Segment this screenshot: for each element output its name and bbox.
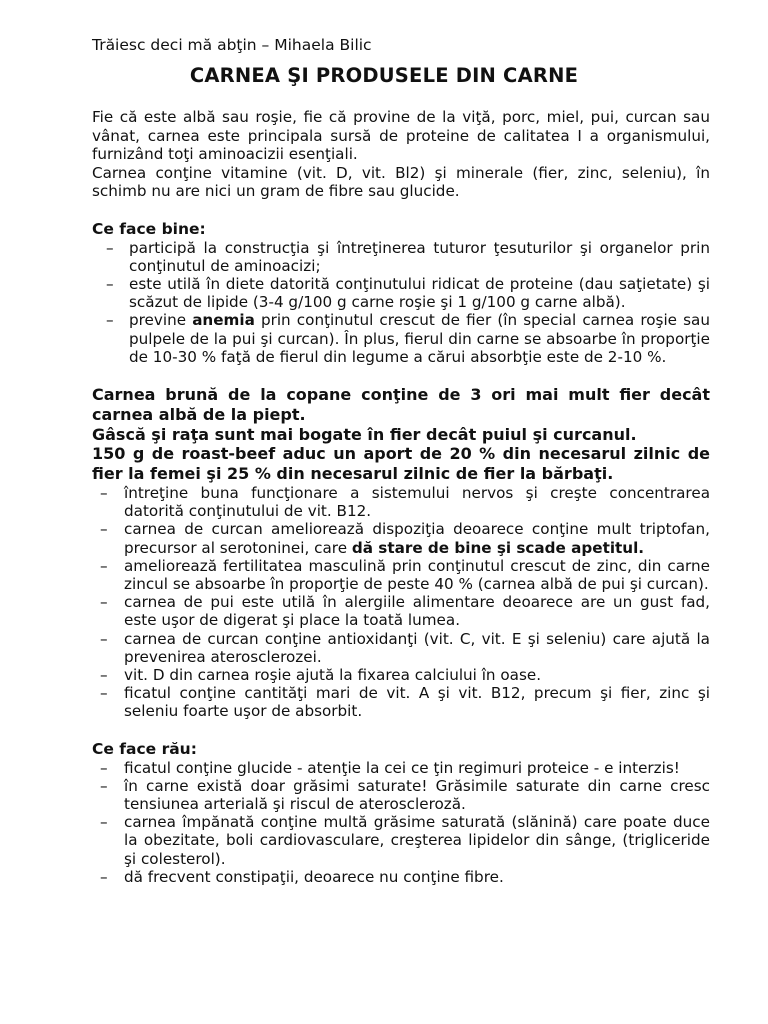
list-item: – ameliorează fertilitatea masculină prin conţinutul crescut de zinc, din carne zincul se absoarbe în proporţie de peste 40 % (carnea albă de pui şi curcan). — [92, 557, 710, 593]
list-item: – în carne există doar grăsimi saturate! Grăsimile saturate din carne cresc tensiunea arterială şi riscul de ateroscleroză. — [92, 777, 710, 813]
list-item: – ficatul conţine cantităţi mari de vit. A şi vit. B12, precum şi fier, zinc şi seleniu foarte uşor de absorbit. — [92, 684, 710, 720]
list-item: – carnea de curcan ameliorează dispoziţia deoarece conţine mult triptofan, precursor al serotoninei, care dă stare de bine şi scade apetitul. — [92, 520, 710, 556]
bold-fact-3: 150 g de roast-beef aduc un aport de 20 % din necesarul zilnic de fier la femei şi 25 % din necesarul zilnic de fier la bărbaţi. — [92, 444, 710, 484]
list-item: – vit. D din carnea roşie ajută la fixarea calciului în oase. — [92, 666, 710, 684]
list-item: – dă frecvent constipaţii, deoarece nu conţine fibre. — [92, 868, 710, 886]
list-item: – carnea de pui este utilă în alergiile alimentare deoarece are un gust fad, este uşor de digerat şi place la toată lumea. — [92, 593, 710, 629]
list-item: – întreţine buna funcţionare a sistemului nervos şi creşte concentrarea datorită conţinutului de vit. B12. — [92, 484, 710, 520]
document-body — [92, 108, 710, 886]
intro-paragraph-2: Carnea conţine vitamine (vit. D, vit. Bl2) şi minerale (fier, zinc, seleniu), în schimb nu are nici un gram de fibre sau glucide. — [92, 163, 710, 200]
document-header: Trăiesc deci mă abţin – Mihaela Bilic — [92, 36, 372, 54]
list-item: – ficatul conţine glucide - atenţie la cei ce ţin regimuri proteice - e interzis! — [92, 759, 710, 777]
list-item: – carnea împănată conţine multă grăsime saturată (slănină) care poate duce la obezitate, boli cardiovasculare, creşterea lipidelor din sânge, (trigliceride şi colesterol). — [92, 813, 710, 868]
list-item: – este utilă în diete datorită conţinutului ridicat de proteine (dau saţietate) şi scăzut de lipide (3-4 g/100 g carne roşie şi 1 g/100 g carne albă). — [92, 275, 710, 311]
good-heading: Ce face bine: — [92, 219, 206, 238]
bad-list — [92, 759, 710, 886]
document-title: CARNEA ŞI PRODUSELE DIN CARNE — [189, 64, 579, 87]
bold-phrase-mood: dă stare de bine şi scade apetitul. — [351, 538, 645, 557]
bold-fact-1: Carnea brună de la copane conţine de 3 ori mai mult fier decât carnea albă de la piept. — [92, 384, 710, 424]
bad-heading: Ce face rău: — [92, 739, 197, 758]
good-list — [92, 239, 710, 366]
list-item: – carnea de curcan conţine antioxidanţi (vit. C, vit. E şi seleniu) care ajută la prevenirea aterosclerozei. — [92, 630, 710, 666]
list-item: – previne anemia prin conţinutul crescut de fier (în special carnea roşie sau pulpele de la pui şi curcan). În plus, fierul din carne se absoarbe în proporţie de 10-30 % faţă de fierul din legume a cărui absorbţie este de 2-10 %. — [92, 311, 710, 366]
bold-term-anemia: anemia — [192, 311, 255, 330]
bold-fact-2: Gâscă şi raţa sunt mai bogate în fier decât puiul şi curcanul. — [92, 424, 637, 444]
intro-paragraph-1: Fie că este albă sau roşie, fie că provine de la viţă, porc, miel, pui, curcan sau vânat, carnea este principala sursă de proteine de calitatea I a organismului, furnizând toţi aminoacizii esenţiali. — [92, 108, 710, 163]
list-item: – participă la construcţia şi întreţinerea tuturor ţesuturilor şi organelor prin conţinutul de aminoacizi; — [92, 239, 710, 275]
more-good-list — [92, 484, 710, 721]
